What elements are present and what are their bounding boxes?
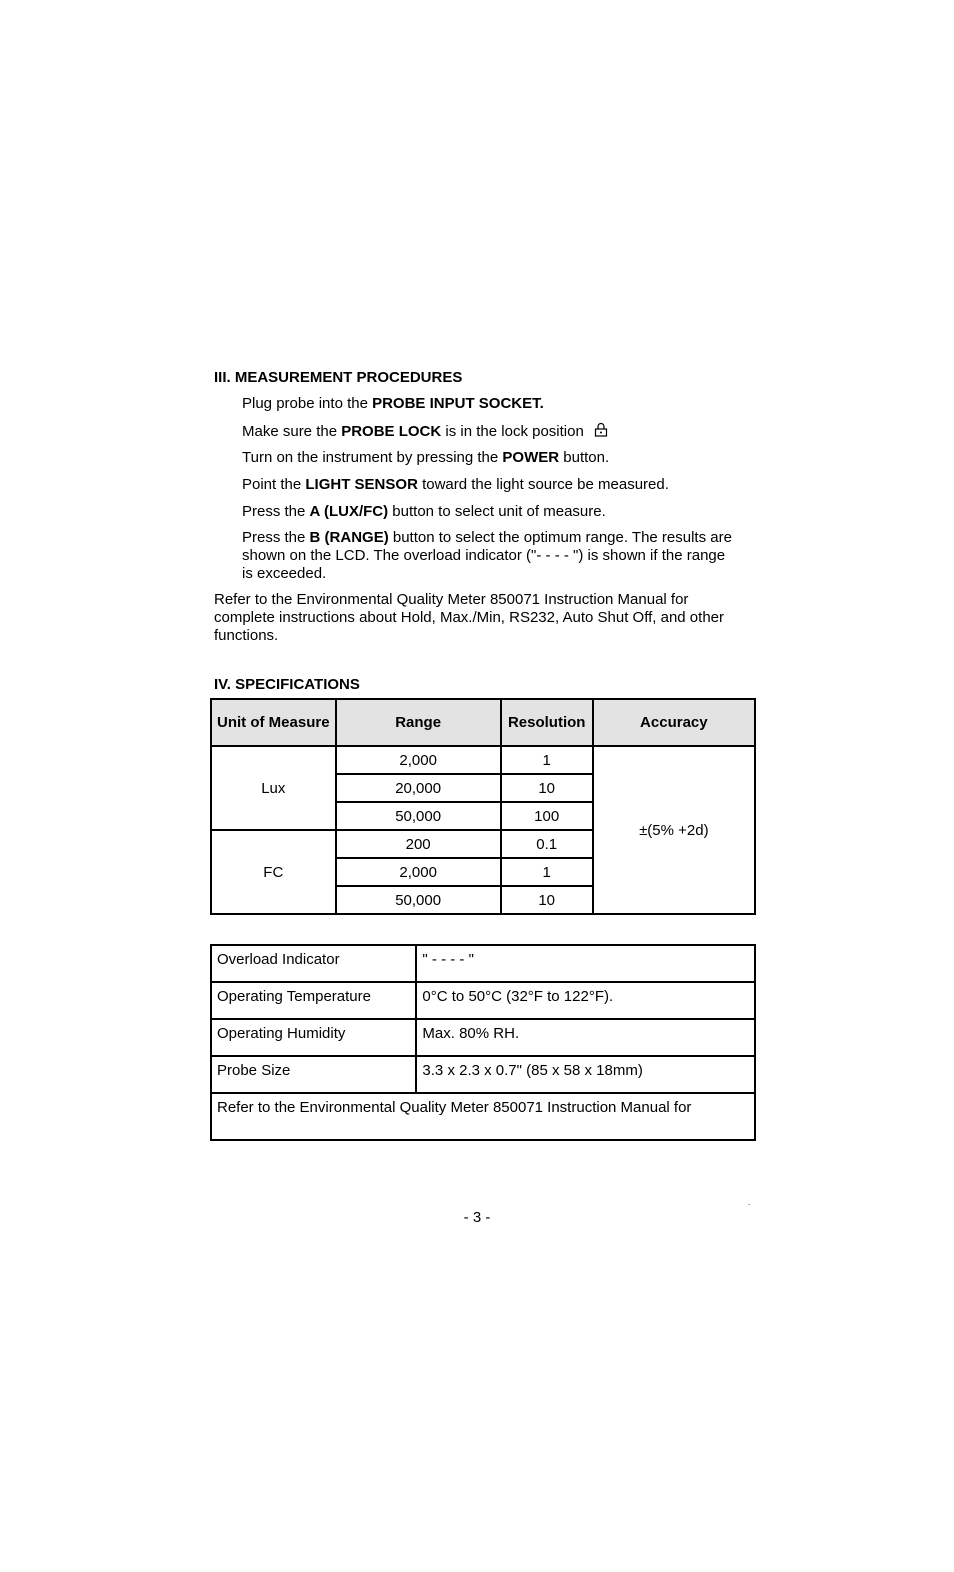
range-cell: 20,000 xyxy=(336,774,501,802)
page-number: - 3 - xyxy=(463,1209,491,1226)
spec-label: Operating Temperature xyxy=(211,982,416,1019)
footer-note: Refer to the Environmental Quality Meter 850071 Instruction Manual for xyxy=(211,1093,755,1140)
resolution-cell: 1 xyxy=(501,858,593,886)
resolution-cell: 10 xyxy=(501,774,593,802)
general-specs-table xyxy=(210,944,756,1141)
table-row xyxy=(211,746,755,774)
step-light-sensor: Point the LIGHT SENSOR toward the light source be measured. xyxy=(242,476,669,493)
spec-value: 0°C to 50°C (32°F to 122°F). xyxy=(416,982,755,1019)
range-cell: 50,000 xyxy=(336,802,501,830)
unit-fc: FC xyxy=(211,830,336,914)
step-select-range: Press the B (RANGE) button to select the optimum range. The results are shown on the LCD. The overload indicator ("- - - - ") is shown if the range is exceeded. xyxy=(242,529,732,582)
spec-value: 3.3 x 2.3 x 0.7" (85 x 58 x 18mm) xyxy=(416,1056,755,1093)
spec-label: Overload Indicator xyxy=(211,945,416,982)
step-plug-probe: Plug probe into the PROBE INPUT SOCKET. xyxy=(242,395,544,412)
spec-label: Operating Humidity xyxy=(211,1019,416,1056)
range-cell: 2,000 xyxy=(336,858,501,886)
resolution-cell: 100 xyxy=(501,802,593,830)
spec-value: Max. 80% RH. xyxy=(416,1019,755,1056)
stray-mark: . xyxy=(748,1198,751,1207)
resolution-cell: 0.1 xyxy=(501,830,593,858)
spec-value: " - - - - " xyxy=(416,945,755,982)
resolution-cell: 10 xyxy=(501,886,593,914)
section-3-heading: III. MEASUREMENT PROCEDURES xyxy=(214,369,463,386)
accuracy-cell: ±(5% +2d) xyxy=(593,746,755,914)
header-resolution: Resolution xyxy=(501,699,593,746)
table-row xyxy=(211,1019,755,1056)
header-accuracy: Accuracy xyxy=(593,699,755,746)
section-4-heading: IV. SPECIFICATIONS xyxy=(214,676,360,693)
specifications-table xyxy=(210,698,756,915)
step-power-on: Turn on the instrument by pressing the POWER button. xyxy=(242,449,610,466)
range-cell: 50,000 xyxy=(336,886,501,914)
table-row xyxy=(211,1093,755,1140)
range-cell: 2,000 xyxy=(336,746,501,774)
spec-label: Probe Size xyxy=(211,1056,416,1093)
table-row xyxy=(211,982,755,1019)
table-header-row xyxy=(211,699,755,746)
header-unit-of-measure: Unit of Measure xyxy=(211,699,336,746)
resolution-cell: 1 xyxy=(501,746,593,774)
header-range: Range xyxy=(336,699,501,746)
unit-lux: Lux xyxy=(211,746,336,830)
table-row xyxy=(211,945,755,982)
table-row xyxy=(211,1056,755,1093)
step-probe-lock: Make sure the PROBE LOCK is in the lock position xyxy=(242,422,742,441)
refer-manual-paragraph: Refer to the Environmental Quality Meter 850071 Instruction Manual for complete instructions about Hold, Max./Min, RS232, Auto Shut Off, and other functions. xyxy=(214,591,724,644)
lock-icon xyxy=(594,422,608,437)
range-cell: 200 xyxy=(336,830,501,858)
step-select-unit: Press the A (LUX/FC) button to select unit of measure. xyxy=(242,503,606,520)
